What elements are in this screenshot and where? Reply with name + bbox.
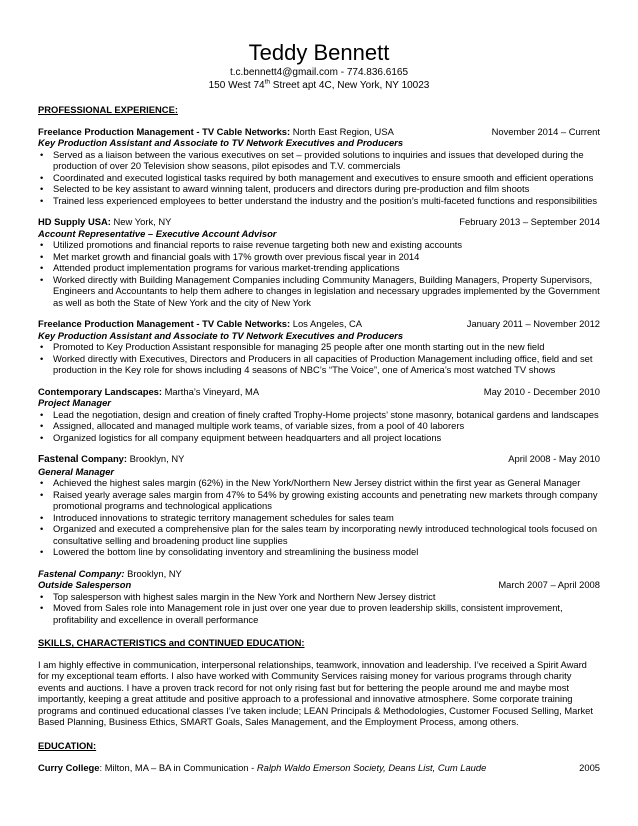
job-bullet: • Introduced innovations to strategic territory management schedules for sales team <box>53 512 600 524</box>
job-location: Martha’s Vineyard, MA <box>162 385 260 397</box>
job-company-suffix: Company: <box>78 453 128 464</box>
job-bullets <box>38 149 600 207</box>
job-location: Brooklyn, NY <box>124 567 182 579</box>
job-company: Fastenal Company: <box>38 567 125 579</box>
job-role: General Manager <box>38 465 115 477</box>
job-company: HD Supply USA: <box>38 216 111 227</box>
address-sup: th <box>264 78 271 86</box>
job-header <box>38 216 600 228</box>
resume-header <box>38 40 600 92</box>
job-role: Outside Salesperson <box>38 579 132 590</box>
job-bullet: • Served as a liaison between the various executives on set – provided solutions to inquiries and issues that developed during the production of over 20 Television show seasons, pilot episodes and T.V. commercials <box>53 149 600 172</box>
job-dates: January 2011 – November 2012 <box>466 318 600 329</box>
education-entry <box>38 762 600 774</box>
job-bullets <box>38 409 600 444</box>
job-header <box>38 453 600 466</box>
job-header <box>38 568 600 580</box>
job-bullet: • Lowered the bottom line by consolidating inventory and streamlining the business model <box>53 546 600 558</box>
address-post: Street apt 4C, New York, NY 10023 <box>270 80 430 91</box>
job-company: Fastenal <box>38 454 79 465</box>
job-location: New York, NY <box>110 216 172 227</box>
job-role: Project Manager <box>38 397 111 408</box>
address-line <box>38 79 600 92</box>
job-bullet: • Met market growth and financial goals with 17% growth over previous fiscal year in 2014 <box>53 251 600 263</box>
job-bullet: • Moved from Sales role into Management role in just over one year due to proven leadership skills, consistent improvement, profitability and excellence in overall performance <box>53 602 600 625</box>
job-bullets <box>38 239 600 308</box>
education-school: Curry College <box>38 761 100 773</box>
job-bullet: • Attended product implementation programs for various market-trending applications <box>53 262 600 274</box>
job-entry <box>38 126 600 207</box>
job-entry <box>38 568 600 626</box>
job-dates: February 2013 – September 2014 <box>459 216 600 227</box>
job-bullet: • Worked directly with Building Management Companies including Community Managers, Building Managers, Property Supervisors, Engineers and Accountants to help them adhere to changes in legislation and necessary upgrades implemented by the Government as well as both the State of New York and the city of New York <box>53 274 600 309</box>
job-bullet: • Worked directly with Executives, Directors and Producers in all capacities of Production Management including office, field and set production in the Key role for shows including 4 seasons of NBC’s “The Voice”, one of America’s most watched TV shows <box>53 353 600 376</box>
job-bullets <box>38 477 600 558</box>
education-honors: Ralph Waldo Emerson Society, Deans List, Cum Laude <box>256 761 487 773</box>
job-dates: May 2010 - December 2010 <box>483 385 600 397</box>
job-entry <box>38 453 600 558</box>
experience-section-title: PROFESSIONAL EXPERIENCE: <box>38 104 178 115</box>
skills-section-title: SKILLS, CHARACTERISTICS and CONTINUED EDUCATION: <box>38 637 305 648</box>
job-entry <box>38 386 600 444</box>
job-dates: April 2008 - May 2010 <box>508 453 600 464</box>
education-detail: : Milton, MA – BA in Communication - <box>99 761 257 773</box>
candidate-name: Teddy Bennett <box>248 40 390 65</box>
job-bullet: • Trained less experienced employees to better understand the industry and the position’s multi-faceted functions and responsibilities <box>53 195 600 207</box>
job-location: Brooklyn, NY <box>127 453 185 464</box>
job-role: Key Production Assistant and Associate to TV Network Executives and Producers <box>38 137 404 148</box>
job-company: Freelance Production Management - TV Cable Networks: <box>38 318 291 329</box>
job-bullet: • Lead the negotiation, design and creation of finely crafted Trophy-Home projects’ stone masonry, botanical gardens and landscapes <box>53 409 600 421</box>
education-section-title: EDUCATION: <box>38 740 97 752</box>
job-bullet: • Achieved the highest sales margin (62%) in the New York/Northern New Jersey district within the first year as General Manager <box>53 477 600 489</box>
job-bullet: • Coordinated and executed logistical tasks required by both management and executives to ensure smooth and efficient operations <box>53 172 600 184</box>
job-entry <box>38 318 600 376</box>
job-company: Contemporary Landscapes: <box>38 385 162 397</box>
job-bullet: • Promoted to Key Production Assistant responsible for managing 25 people after one month starting out in the new field <box>53 341 600 353</box>
job-bullet: • Top salesperson with highest sales margin in the New York and Northern New Jersey district <box>53 591 600 603</box>
job-location: Los Angeles, CA <box>290 318 363 329</box>
job-role: Account Representative – Executive Account Advisor <box>38 227 277 239</box>
job-bullet: • Organized logistics for all company equipment between headquarters and all project locations <box>53 432 600 444</box>
job-location: North East Region, USA <box>290 125 394 137</box>
job-dates: March 2007 – April 2008 <box>498 579 600 590</box>
job-bullet: • Raised yearly average sales margin from 47% to 54% by growing existing accounts and penetrating new markets through company promotional programs and technological applications <box>53 489 600 512</box>
job-role-row <box>38 579 600 591</box>
contact-line: t.c.bennett4@gmail.com - 774.836.6165 <box>229 67 409 78</box>
job-bullet: • Selected to be key assistant to award winning talent, producers and directors during pre-production and film shoots <box>53 183 600 195</box>
job-company: Freelance Production Management - TV Cable Networks: <box>38 125 291 137</box>
job-dates: November 2014 – Current <box>491 125 600 137</box>
job-entry <box>38 216 600 308</box>
job-header <box>38 126 600 138</box>
job-bullets <box>38 341 600 376</box>
job-bullet: • Assigned, allocated and managed multiple work teams, of variable sizes, from a pool of 40 laborers <box>53 420 600 432</box>
education-year: 2005 <box>579 761 600 773</box>
job-header <box>38 318 600 330</box>
job-bullets <box>38 591 600 626</box>
skills-paragraph: I am highly effective in communication, interpersonal relationships, teamwork, innovation and leadership. I’ve received a Spirit Award for my exceptional team efforts. I also have worked with Community Services raising money for various programs through charity events and auctions. I have a proven track record for not only rising fast but for bettering the people around me and maybe most importantly, keeping a great attitude and positive approach to a professional and innovative atmosphere. Some corporate training programs and continued educational classes I’ve taken include; LEAN Principals & Methodologies, Customer Focused Selling, Market Based Planning, Business Ethics, SMART Goals, Sales Management, and the Employment Process, among others. <box>38 658 593 728</box>
job-role: Key Production Assistant and Associate to TV Network Executives and Producers <box>38 329 404 341</box>
job-header <box>38 386 600 398</box>
job-bullet: • Utilized promotions and financial reports to raise revenue targeting both new and existing accounts <box>53 239 600 251</box>
job-bullet: • Organized and executed a comprehensive plan for the sales team by incorporating newly introduced technological tools focused on consultative selling and broadening product line supplies <box>53 523 600 546</box>
address-pre: 150 West 74 <box>208 80 265 91</box>
